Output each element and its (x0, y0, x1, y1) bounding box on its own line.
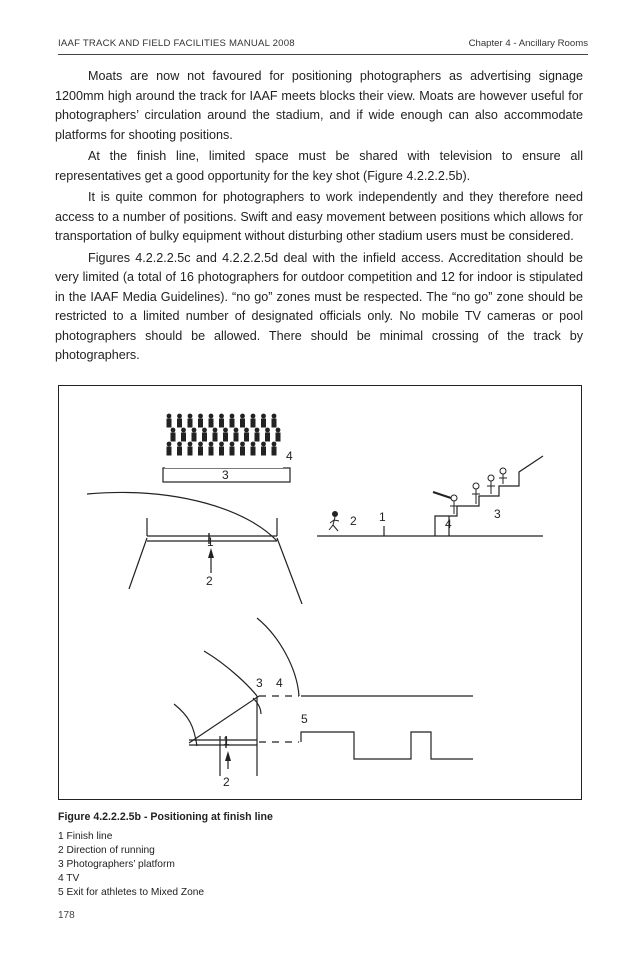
photographer-figure (223, 428, 228, 433)
track-curve (87, 492, 277, 541)
legend-item: 4 TV (58, 873, 80, 884)
legend-item: 1 Finish line (58, 831, 113, 842)
photographer-figure (234, 433, 239, 442)
photographer-figure (255, 433, 260, 442)
label-direction-of-running: 2 (206, 574, 213, 588)
photographer-figure (181, 428, 186, 433)
photographer-figure (272, 442, 277, 447)
paragraph: It is quite common for photographers to work independently and they therefore need access to a number of positions. Swift and easy movement between positions which allows for transportation of bulky equipment without disturbing other stadium users must be considered. (55, 190, 583, 243)
legend-item: 2 Direction of running (58, 845, 155, 856)
photographer-figure (272, 414, 277, 419)
photographer-figure (202, 428, 207, 433)
photographer-figure (251, 442, 256, 447)
photographer-figure (198, 447, 203, 456)
figure-legend (58, 830, 204, 900)
photographer-figure (261, 442, 266, 447)
label-exit-mixed-zone: 5 (301, 712, 308, 726)
photographer-figure (265, 428, 270, 433)
photographer-figure (261, 414, 266, 419)
label-finish-line: 1 (207, 535, 214, 549)
photographer-figure (240, 414, 245, 419)
photographer-figure (198, 419, 203, 428)
photographer-figure (272, 419, 277, 428)
photographer-figure (234, 428, 239, 433)
paragraph: At the finish line, limited space must be shared with television to ensure all representatives get a good opportunity for the key shot (Figure 4.2.2.2.5b). (55, 149, 583, 183)
figure-caption: Figure 4.2.2.2.5b - Positioning at finish line (58, 811, 273, 823)
photographer-figure (213, 433, 218, 442)
legend-item: 3 Photographers’ platform (58, 859, 175, 870)
photographer-figure (240, 447, 245, 456)
finish-line-diagram (59, 386, 581, 799)
body-text (55, 67, 583, 368)
photographer-figure (188, 447, 193, 456)
finish-line-figure (58, 385, 582, 800)
photographer-figure (177, 442, 182, 447)
photographer-figure (244, 428, 249, 433)
photographer-figure (240, 419, 245, 428)
label-photographers-platform: 3 (256, 676, 263, 690)
photographer-figure (261, 447, 266, 456)
photographer-figure (230, 419, 235, 428)
photographer-figure (188, 419, 193, 428)
legend-item: 5 Exit for athletes to Mixed Zone (58, 887, 205, 898)
photographer-figure (167, 442, 172, 447)
label-tv: 4 (276, 676, 283, 690)
photographer-figure (209, 442, 214, 447)
label-direction-of-running: 2 (223, 775, 230, 789)
photographer-figure (219, 414, 224, 419)
photographer-figure (167, 447, 172, 456)
label-tv: 4 (286, 449, 293, 463)
label-finish-line: 1 (223, 734, 230, 748)
exit-boundary (301, 732, 473, 759)
photographer-figure (209, 414, 214, 419)
photographer-figure (198, 414, 203, 419)
photographer-figure (251, 447, 256, 456)
photographer-figure (171, 428, 176, 433)
paragraph: Moats are now not favoured for positioning photographers as advertising signage 1200mm high around the track for IAAF meets blocks their view. Moats are however useful for photographers’ circulation around the stadium, and if wide enough can also accommodate platforms for shooting positions. (55, 69, 583, 142)
photographer-figure (219, 419, 224, 428)
runner-icon (329, 512, 339, 532)
label-direction-of-running: 2 (350, 514, 357, 528)
photographer-figure (209, 419, 214, 428)
photographer-figure (230, 414, 235, 419)
photographer-figure (188, 442, 193, 447)
page-header (58, 36, 588, 55)
photographer-figure (177, 447, 182, 456)
photographer-figure (181, 433, 186, 442)
photographer-figure (240, 442, 245, 447)
page-number: 178 (58, 910, 75, 921)
paragraph: Figures 4.2.2.2.5c and 4.2.2.2.5d deal with the infield access. Accreditation should be very limited (a total of 16 photographers for outdoor competition and 12 for indoor is stipulated in the IAAF Media Guidelines). “no go” zones must be respected. The “no go” zone should be restricted to a limited number of designated officials only. No mobile TV cameras or pool photographers should be allowed. There should be minimal crossing of the track by photographers. (55, 250, 583, 362)
photographer-figure (272, 447, 277, 456)
photographer-figure (251, 419, 256, 428)
photographer-figure (209, 447, 214, 456)
photographer-figure (223, 433, 228, 442)
photographer-figure (219, 442, 224, 447)
label-tv: 4 (445, 517, 452, 531)
photographer-figure (192, 433, 197, 442)
photographer-figure (219, 447, 224, 456)
chapter-title: Chapter 4 - Ancillary Rooms (468, 38, 588, 49)
photographer-figure (276, 428, 281, 433)
label-photographers-platform: 3 (222, 468, 229, 482)
photographer-figure (251, 414, 256, 419)
photographer-figure (255, 428, 260, 433)
photographer-figure (167, 414, 172, 419)
photographer-figure (167, 419, 172, 428)
photographer-figure (276, 433, 281, 442)
photographer-figure (213, 428, 218, 433)
photographer-figure (202, 433, 207, 442)
photographer-figure (177, 414, 182, 419)
photographer-figure (192, 428, 197, 433)
photographer-figure (265, 433, 270, 442)
photographer-figure (171, 433, 176, 442)
photographer-figure (244, 433, 249, 442)
label-finish-line: 1 (379, 510, 386, 524)
manual-title: IAAF TRACK AND FIELD FACILITIES MANUAL 2008 (58, 38, 295, 49)
photographer-figure (177, 419, 182, 428)
photographer-figure (230, 447, 235, 456)
photographer-figure (188, 414, 193, 419)
photographer-figure (198, 442, 203, 447)
photographer-figure (261, 419, 266, 428)
label-photographers-platform: 3 (494, 507, 501, 521)
photographer-figure (230, 442, 235, 447)
